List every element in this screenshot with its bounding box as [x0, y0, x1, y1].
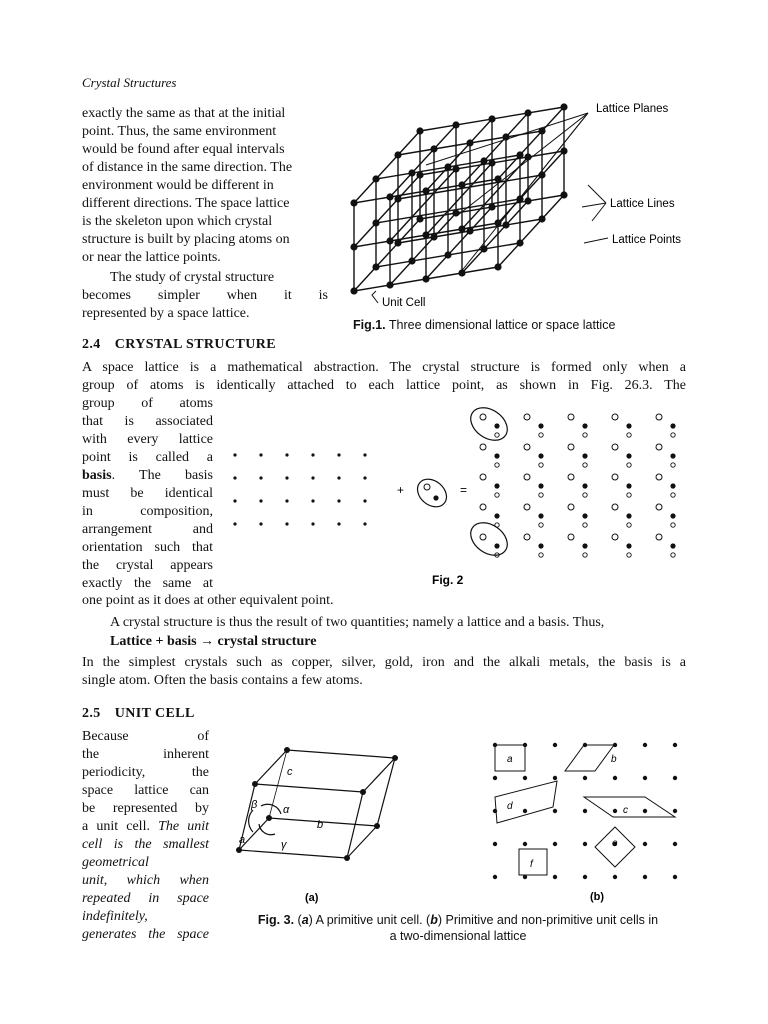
lattice-point: [466, 227, 473, 234]
lattice-dot: [311, 499, 314, 502]
lattice-point: [553, 743, 557, 747]
lattice-point: [493, 875, 497, 879]
lattice-line: [354, 219, 420, 291]
intro-line: becomes simpler when it is: [82, 288, 328, 303]
fig3-caption-line-1: [228, 912, 688, 928]
fig2-lattice-basis: [225, 405, 695, 595]
intro-line: environment would be different in: [82, 178, 274, 193]
basis-open-atom: [612, 444, 618, 450]
basis-filled-atom: [626, 543, 631, 548]
basis-open-atom: [671, 523, 675, 527]
lattice-point: [488, 159, 495, 166]
basis-open-atom: [656, 414, 662, 420]
basis-open-atom: [627, 493, 631, 497]
lattice-point: [408, 257, 415, 264]
para-line: that is associated: [82, 414, 213, 429]
cell-label-c: c: [623, 805, 628, 816]
label-beta: β: [251, 799, 258, 811]
lattice-point: [350, 243, 357, 250]
basis-filled-atom: [626, 423, 631, 428]
lattice-point: [560, 103, 567, 110]
caption-b: b: [430, 913, 438, 927]
basis-open-atom: [539, 493, 543, 497]
cell-label-a: a: [507, 754, 513, 765]
label-b: b: [317, 819, 324, 831]
lattice-point: [538, 171, 545, 178]
lattice-lines: [354, 107, 564, 291]
lattice-point: [560, 147, 567, 154]
lattice-point: [394, 151, 401, 158]
lattice-point: [416, 215, 423, 222]
basis-open-atom: [480, 474, 486, 480]
equation-line: Lattice + basis → crystal structure: [110, 634, 317, 649]
basis-open-atom: [539, 463, 543, 467]
basis-open-atom: [656, 444, 662, 450]
basis-filled-atom: [582, 513, 587, 518]
lattice-dot: [233, 499, 236, 502]
section-title: UNIT CELL: [114, 706, 195, 721]
section-number: 2.5: [82, 706, 101, 721]
lattice-point: [673, 875, 677, 879]
para-line: indefinitely,: [82, 909, 148, 924]
basis-open-atom: [627, 433, 631, 437]
lattice-point: [538, 215, 545, 222]
lattice-line: [462, 113, 528, 185]
basis-open-atom: [612, 534, 618, 540]
fig2-lattice-dots: [233, 453, 366, 525]
intro-line: structure is built by placing atoms on: [82, 232, 290, 247]
basis-filled-atom: [582, 543, 587, 548]
lattice-point: [516, 151, 523, 158]
lattice-line: [426, 119, 492, 191]
fig2-basis: [412, 474, 452, 513]
basis-filled-atom: [582, 423, 587, 428]
lattice-dot: [259, 476, 262, 479]
basis-filled-atom: [670, 513, 675, 518]
para-line: exactly the same at: [82, 576, 213, 591]
para-line: orientation such that: [82, 540, 213, 555]
intro-line: is the skeleton upon which crystal: [82, 214, 273, 229]
running-head: Crystal Structures: [82, 75, 177, 90]
lattice-point: [466, 139, 473, 146]
basis-open-atom: [583, 463, 587, 467]
lattice-line: [426, 207, 492, 279]
sec24-paragraph-3: [82, 654, 686, 690]
lattice-point: [488, 115, 495, 122]
lattice-point: [613, 809, 617, 813]
fig2-plus-sign: +: [397, 483, 405, 497]
caption-a: a: [301, 913, 309, 927]
para-line: periodicity, the: [82, 765, 209, 780]
intro-line: represented by a space lattice.: [82, 306, 250, 321]
para-line: Because of: [82, 729, 209, 744]
lattice-dot: [233, 476, 236, 479]
sec24-narrow-column: [82, 395, 213, 593]
basis-open-atom: [671, 463, 675, 467]
fig3-caption-number: Fig. 3.: [257, 913, 295, 927]
basis-open-atom: [495, 433, 499, 437]
lattice-point: [523, 809, 527, 813]
basis-open-atom: [568, 534, 574, 540]
basis-filled-atom: [494, 453, 499, 458]
lattice-point: [350, 287, 357, 294]
para-line: must be identical: [82, 486, 213, 501]
intro-line: different directions. The space lattice: [82, 196, 290, 211]
intro-line: of distance in the same direction. The: [82, 160, 293, 175]
basis-open-atom: [612, 504, 618, 510]
basis-open-atom: [568, 444, 574, 450]
lattice-point: [458, 225, 465, 232]
lattice-line: [498, 151, 564, 223]
para-line: In the simplest crystals such as copper, silver, gold, iron and the alkali metals, the basis is a: [82, 655, 686, 670]
lattice-dot: [363, 522, 366, 525]
lattice-point: [673, 776, 677, 780]
intro-paragraph-2: [82, 269, 328, 323]
lattice-point: [422, 231, 429, 238]
lattice-line: [390, 169, 456, 241]
fig2-crystal-structure: [480, 414, 676, 557]
lattice-point: [372, 219, 379, 226]
lattice-point: [386, 193, 393, 200]
lattice-point: [458, 181, 465, 188]
para-line: geometrical: [82, 855, 149, 870]
basis-filled-atom: [538, 543, 543, 548]
lattice-point: [583, 875, 587, 879]
intro-line: point. Thus, the same environment: [82, 124, 277, 139]
lattice-point: [408, 169, 415, 176]
lattice-dot: [285, 453, 288, 456]
basis-open-atom: [568, 504, 574, 510]
lattice-dot: [337, 476, 340, 479]
lattice-point: [553, 842, 557, 846]
lattice-point: [523, 776, 527, 780]
intro-line: would be found after equal intervals: [82, 142, 285, 157]
lattice-point: [394, 239, 401, 246]
para-line: in composition,: [82, 504, 213, 519]
lattice-point: [613, 776, 617, 780]
sec24-paragraph-1: [82, 359, 686, 395]
label-lattice-lines: Lattice Lines: [610, 198, 675, 210]
fig1-space-lattice: [330, 95, 710, 320]
lattice-point: [643, 842, 647, 846]
basis-filled-atom: [670, 483, 675, 488]
para-line: single atom. Often the basis contains a few atoms.: [82, 673, 363, 688]
basis-filled-atom: [494, 423, 499, 428]
fig3-caption-line-2: a two-dimensional lattice: [389, 929, 527, 943]
para-line: generates the space: [82, 927, 209, 942]
basis-open-atom: [671, 493, 675, 497]
lattice-line: [498, 107, 564, 179]
lattice-point: [452, 209, 459, 216]
fig2-basis-highlights: [465, 405, 514, 562]
lattice-point: [643, 776, 647, 780]
lattice-dot: [337, 522, 340, 525]
caption-text: (: [294, 913, 302, 927]
fig3b-2d-lattice: [485, 735, 700, 910]
lattice-point: [422, 187, 429, 194]
lattice-point: [553, 875, 557, 879]
lattice-point: [480, 157, 487, 164]
lattice-point: [394, 195, 401, 202]
fig3b-lattice-points: [493, 743, 677, 879]
basis-open-atom: [480, 414, 486, 420]
lattice-point: [444, 251, 451, 258]
cell-label-e: e: [612, 838, 618, 849]
basis-open-atom: [495, 493, 499, 497]
para-line: group of atoms is identically attached to each lattice point, as shown in Fig. 26.3. The: [82, 378, 686, 393]
lattice-dot: [311, 476, 314, 479]
basis-open-atom: [480, 504, 486, 510]
lattice-point: [502, 221, 509, 228]
basis-open-atom: [627, 553, 631, 557]
lattice-dot: [259, 453, 262, 456]
sec25-narrow-column: [82, 728, 209, 944]
lattice-point: [553, 776, 557, 780]
basis-open-atom: [524, 534, 530, 540]
sec24-paragraph-2: A crystal structure is thus the result of two quantities; namely a lattice and a basis. Thus,: [110, 615, 605, 630]
basis-open-atom: [656, 534, 662, 540]
unit-cell-plain: a unit cell.: [82, 819, 159, 834]
label-c: c: [287, 766, 293, 778]
cell-label-f: f: [530, 859, 533, 870]
lattice-point: [516, 239, 523, 246]
fig2-equals-sign: =: [460, 483, 468, 497]
lattice-dot: [311, 522, 314, 525]
fig1-caption-text: Three dimensional lattice or space lattice: [385, 318, 616, 332]
section-heading-2-5: [82, 706, 195, 722]
basis-open-atom: [612, 414, 618, 420]
lattice-dot: [363, 499, 366, 502]
intro-line: or near the lattice points.: [82, 250, 221, 265]
lattice-point: [613, 875, 617, 879]
section-title: CRYSTAL STRUCTURE: [114, 337, 276, 352]
lattice-point: [386, 237, 393, 244]
basis-open-atom: [480, 534, 486, 540]
lattice-point: [452, 121, 459, 128]
basis-open-atom: [656, 474, 662, 480]
label-lattice-planes: Lattice Planes: [596, 103, 669, 115]
basis-open-atom: [583, 433, 587, 437]
lattice-point: [560, 191, 567, 198]
lattice-point: [553, 809, 557, 813]
cell-label-b: b: [611, 754, 617, 765]
basis-rest: . The basis: [111, 468, 213, 483]
basis-open-atom: [627, 523, 631, 527]
lattice-line: [390, 213, 456, 285]
basis-filled-atom: [582, 483, 587, 488]
fig3a-label: (a): [305, 892, 319, 904]
para-line: repeated in space: [82, 891, 209, 906]
fig3a-unit-cell: [225, 740, 425, 910]
lattice-point: [524, 109, 531, 116]
lattice-point: [583, 776, 587, 780]
label-alpha: α: [283, 804, 290, 816]
basis-open-atom: [568, 414, 574, 420]
basis-open-atom: [539, 553, 543, 557]
basis-filled-atom: [626, 513, 631, 518]
lattice-dot: [311, 453, 314, 456]
lattice-point: [430, 233, 437, 240]
lattice-line: [498, 195, 564, 267]
para-line: arrangement and: [82, 522, 213, 537]
fig1-caption: [353, 318, 615, 332]
para-line: cell is the smallest: [82, 837, 209, 852]
lattice-line: [426, 163, 492, 235]
basis-filled-atom: [670, 423, 675, 428]
intro-line: The study of crystal structure: [110, 270, 275, 285]
basis-filled-atom: [670, 453, 675, 458]
caption-text: ) A primitive unit cell. (: [308, 913, 431, 927]
basis-open-atom: [583, 553, 587, 557]
lattice-point: [372, 263, 379, 270]
lattice-point: [523, 842, 527, 846]
lattice-point: [643, 809, 647, 813]
basis-open-atom: [524, 444, 530, 450]
basis-filled-atom: [494, 483, 499, 488]
basis-filled-atom: [538, 453, 543, 458]
basis-filled-atom: [670, 543, 675, 548]
lattice-point: [386, 281, 393, 288]
lattice-point: [372, 175, 379, 182]
basis-open-atom: [539, 433, 543, 437]
lattice-dot: [285, 476, 288, 479]
para-line: be represented by: [82, 801, 209, 816]
lattice-point: [493, 842, 497, 846]
lattice-point: [493, 776, 497, 780]
lattice-point: [494, 263, 501, 270]
para-line: the inherent: [82, 747, 209, 762]
basis-open-atom: [539, 523, 543, 527]
basis-filled-atom: [626, 483, 631, 488]
basis-open-atom: [583, 493, 587, 497]
caption-text: ) Primitive and non-primitive unit cells in: [437, 913, 659, 927]
basis-open-atom: [495, 463, 499, 467]
para-line: [82, 818, 209, 836]
lattice-dot: [285, 522, 288, 525]
lattice-point: [643, 743, 647, 747]
para-line: A space lattice is a mathematical abstraction. The crystal structure is formed only when a: [82, 360, 686, 375]
lattice-point: [488, 203, 495, 210]
basis-open-atom: [568, 474, 574, 480]
intro-line: exactly the same as that at the initial: [82, 106, 286, 121]
basis-filled-atom: [538, 423, 543, 428]
basis-open-atom: [656, 504, 662, 510]
lattice-line: [354, 175, 420, 247]
lattice-point: [452, 165, 459, 172]
lattice-dot: [337, 499, 340, 502]
lattice-dot: [233, 522, 236, 525]
label-a: a: [239, 834, 246, 846]
label-gamma: γ: [281, 839, 287, 851]
unit-cell-italic: The unit: [158, 819, 210, 834]
lattice-line: [354, 131, 420, 203]
section-heading-2-4: [82, 337, 276, 353]
basis-open-atom: [524, 504, 530, 510]
cell-label-d: d: [507, 801, 513, 812]
basis-open-atom: [671, 553, 675, 557]
lattice-point: [524, 197, 531, 204]
basis-open-atom: [612, 474, 618, 480]
lattice-dot: [259, 499, 262, 502]
lattice-point: [416, 127, 423, 134]
lattice-point: [643, 875, 647, 879]
lattice-dot: [233, 453, 236, 456]
para-line: unit, which when: [82, 873, 209, 888]
basis-filled-atom: [494, 543, 499, 548]
para-line: the crystal appears: [82, 558, 213, 573]
intro-paragraph: [82, 105, 328, 267]
para-line: group of atoms: [82, 396, 213, 411]
fig3a-corner-points: [236, 747, 398, 861]
basis-filled-atom: [582, 453, 587, 458]
basis-term: basis: [82, 468, 112, 483]
basis-filled-atom: [538, 513, 543, 518]
lattice-point: [430, 145, 437, 152]
basis-filled-atom: [494, 513, 499, 518]
lattice-point: [583, 809, 587, 813]
lattice-point: [673, 743, 677, 747]
lattice-point: [673, 809, 677, 813]
para-line: point is called a: [82, 450, 213, 465]
lattice-line: [390, 125, 456, 197]
basis-open-atom: [524, 474, 530, 480]
basis-open-atom: [583, 523, 587, 527]
fig1-caption-number: Fig.1.: [353, 318, 386, 332]
lattice-point: [583, 842, 587, 846]
sec24-tail-line: one point as it does at other equivalent point.: [82, 593, 334, 608]
lattice-point: [350, 199, 357, 206]
lattice-point: [422, 275, 429, 282]
lattice-dot: [363, 453, 366, 456]
fig3b-label: (b): [590, 891, 605, 903]
basis-open-atom: [480, 444, 486, 450]
lattice-point: [416, 171, 423, 178]
lattice-dot: [259, 522, 262, 525]
lattice-dot: [337, 453, 340, 456]
basis-filled-atom: [626, 453, 631, 458]
lattice-point: [673, 842, 677, 846]
fig2-label: Fig. 2: [432, 573, 464, 587]
basis-open-atom: [627, 463, 631, 467]
para-line: [82, 467, 213, 485]
basis-open-atom: [524, 414, 530, 420]
para-line: with every lattice: [82, 432, 213, 447]
label-unit-cell: Unit Cell: [382, 297, 426, 309]
lattice-line: [462, 201, 528, 273]
para-line: space lattice can: [82, 783, 209, 798]
lattice-point: [444, 163, 451, 170]
lattice-dot: [363, 476, 366, 479]
lattice-dot: [285, 499, 288, 502]
label-lattice-points: Lattice Points: [612, 234, 682, 246]
fig3-caption: [228, 912, 688, 944]
basis-filled-atom: [538, 483, 543, 488]
basis-open-atom: [671, 433, 675, 437]
section-number: 2.4: [82, 337, 101, 352]
